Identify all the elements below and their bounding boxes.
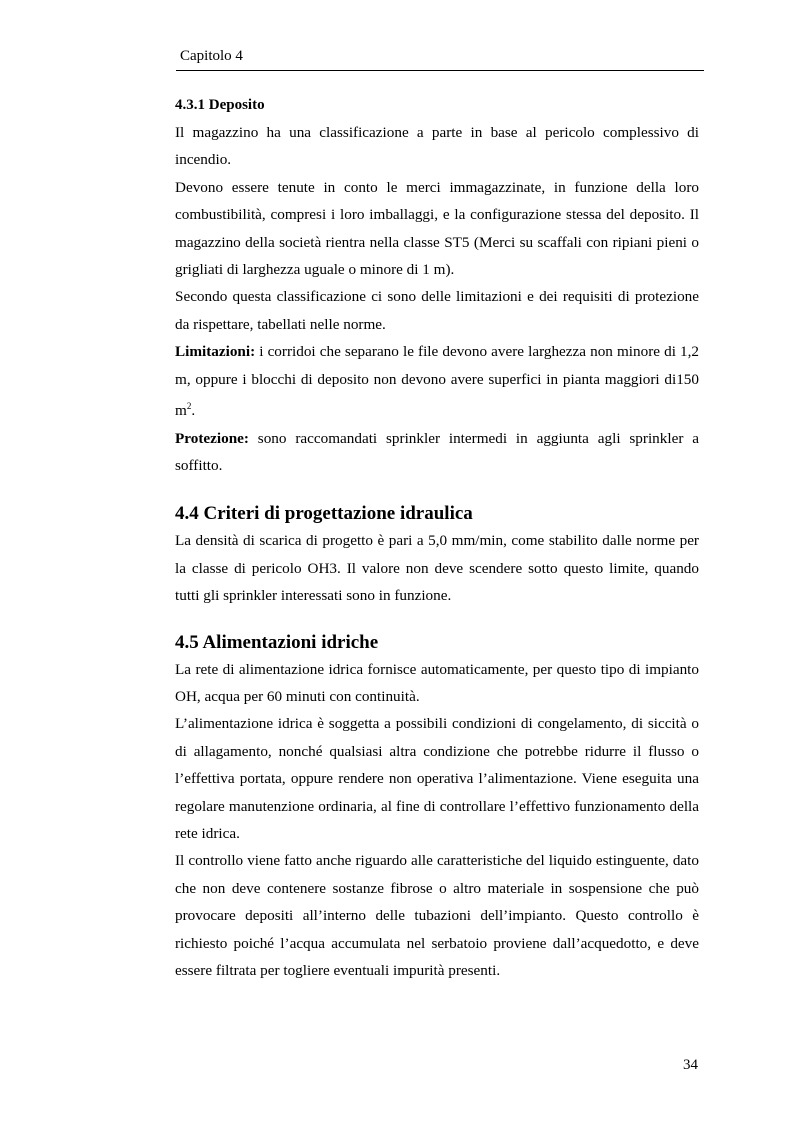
paragraph: L’alimentazione idrica è soggetta a possibili condizioni di congelamento, di siccità o di allagamento, nonché qualsiasi altra condizione che potrebbe ridurre il flusso o l’effettiva portata, oppure rendere non operativa l’alimentazione. Viene eseguita una regolare manutenzione ordinaria, al fine di controllare l’effettivo funzionamento della rete idrica.: [175, 715, 699, 842]
superscript: 2: [186, 401, 192, 412]
limitazioni-paragraph: [175, 338, 699, 424]
limitazioni-text: i corridoi che separano le file devono avere larghezza non minore di 1,2 m, oppure i blocchi di deposito non devono avere superfici in pianta maggiori di150 m: [175, 343, 699, 420]
section-title: 4.5 Alimentazioni idriche: [175, 631, 379, 653]
paragraph: La densità di scarica di progetto è pari a 5,0 mm/min, come stabilito dalle norme per la classe di pericolo OH3. Il valore non deve scendere sotto questo limite, quando tutti gli sprinkler interessati sono in funzione.: [175, 532, 699, 605]
paragraph: Il controllo viene fatto anche riguardo alle caratteristiche del liquido estinguente, dato che non deve contenere sostanze fibrose o altro materiale in sospensione che può provocare depositi all’interno delle tubazioni dell’impianto. Questo controllo è richiesto poiché l’acqua accumulata nel serbatoio proviene dall’acquedotto, e deve essere filtrata per togliere eventuali impurità presenti.: [175, 852, 699, 980]
subsection-title: 4.3.1 Deposito: [175, 97, 265, 113]
paragraph: Devono essere tenute in conto le merci immagazzinate, in funzione della loro combustibilità, compresi i loro imballaggi, e la configurazione stessa del deposito. Il magazzino della società rientra nella classe ST5 (Merci su scaffali con ripiani pieni o grigliati di larghezza uguale o minore di 1 m).: [175, 178, 699, 279]
page-number: 34: [683, 1057, 698, 1073]
page-body: [175, 92, 699, 984]
chapter-label: Capitolo 4: [180, 48, 243, 64]
limitazioni-end: .: [191, 402, 196, 420]
running-header: [176, 48, 704, 71]
protezione-label: Protezione:: [175, 429, 249, 447]
limitazioni-label: Limitazioni:: [175, 343, 256, 361]
protezione-paragraph: [175, 425, 699, 480]
paragraph: La rete di alimentazione idrica fornisce automaticamente, per questo tipo di impianto OH, acqua per 60 minuti con continuità.: [175, 660, 699, 705]
paragraph: Secondo questa classificazione ci sono delle limitazioni e dei requisiti di protezione da rispettare, tabellati nelle norme.: [175, 288, 699, 333]
paragraph: Il magazzino ha una classificazione a parte in base al pericolo complessivo di incendio.: [175, 124, 699, 169]
protezione-text: sono raccomandati sprinkler intermedi in aggiunta agli sprinkler a soffitto.: [175, 429, 699, 474]
section-title: 4.4 Criteri di progettazione idraulica: [175, 503, 473, 525]
